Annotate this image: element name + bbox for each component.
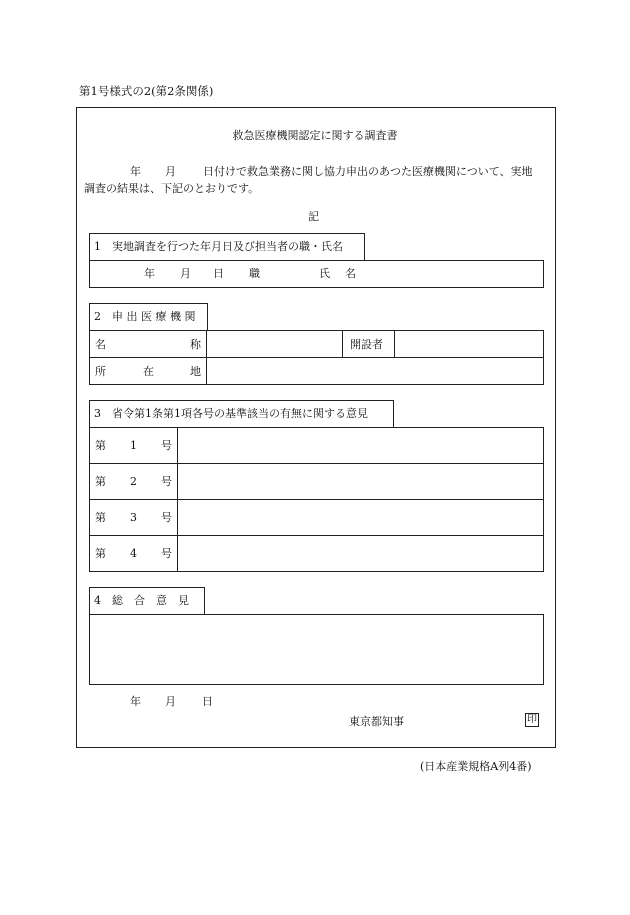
row2-dai: 第 [95, 475, 106, 488]
name-label-2: 称 [190, 338, 201, 351]
document-title: 救急医療機関認定に関する調査書 [232, 129, 398, 142]
row2-num: 2 [130, 475, 137, 488]
row3-num: 3 [130, 511, 137, 524]
intro-year: 年 [130, 165, 141, 178]
section1-month: 月 [180, 267, 191, 280]
section1-header: 1 実地調査を行つた年月日及び担当者の職・氏名 [94, 240, 343, 253]
opinion-field-4[interactable] [178, 536, 543, 571]
governor-label: 東京都知事 [349, 715, 404, 728]
founder-field[interactable] [395, 331, 543, 357]
section1-post: 職 [249, 267, 260, 280]
intro-line1: 日付けで救急業務に関し協力申出のあつた医療機関について、実地 [203, 165, 533, 178]
section1-day: 日 [213, 267, 224, 280]
paper-size-note: (日本産業規格A列4番) [420, 760, 532, 773]
section4-header: 4 総 合 意 見 [94, 594, 189, 607]
founder-label: 開設者 [350, 338, 383, 351]
location-label-3: 地 [190, 365, 201, 378]
opinion-field-1[interactable] [178, 428, 543, 463]
location-field[interactable] [207, 358, 543, 384]
row3-dai: 第 [95, 511, 106, 524]
name-label-1: 名 [95, 338, 106, 351]
footer-year: 年 [130, 695, 141, 708]
section1-field[interactable] [89, 260, 544, 288]
row4-go: 号 [161, 547, 172, 560]
section2-founder-divider-left [342, 330, 343, 357]
location-label-1: 所 [95, 365, 106, 378]
seal-mark: 印 [527, 714, 537, 725]
row1-go: 号 [161, 439, 172, 452]
intro-line2: 調査の結果は、下記のとおりです。 [84, 182, 260, 195]
section1-name-shi: 氏 [319, 267, 330, 280]
overall-opinion-field[interactable] [89, 614, 544, 685]
ki-label: 記 [308, 210, 319, 223]
row1-num: 1 [130, 439, 137, 452]
row4-dai: 第 [95, 547, 106, 560]
section1-name-mei: 名 [345, 267, 356, 280]
section2-header: 2 申 出 医 療 機 関 [94, 310, 196, 323]
footer-month: 月 [165, 695, 176, 708]
row3-go: 号 [161, 511, 172, 524]
row4-num: 4 [130, 547, 137, 560]
form-number: 第1号様式の2(第2条関係) [79, 84, 214, 98]
footer-day: 日 [202, 695, 213, 708]
opinion-field-2[interactable] [178, 464, 543, 499]
intro-month: 月 [165, 165, 176, 178]
section3-header: 3 省令第1条第1項各号の基準該当の有無に関する意見 [94, 407, 368, 420]
row2-go: 号 [161, 475, 172, 488]
name-field[interactable] [207, 331, 342, 357]
location-label-2: 在 [143, 365, 154, 378]
row1-dai: 第 [95, 439, 106, 452]
opinion-field-3[interactable] [178, 500, 543, 535]
section1-year: 年 [144, 267, 155, 280]
